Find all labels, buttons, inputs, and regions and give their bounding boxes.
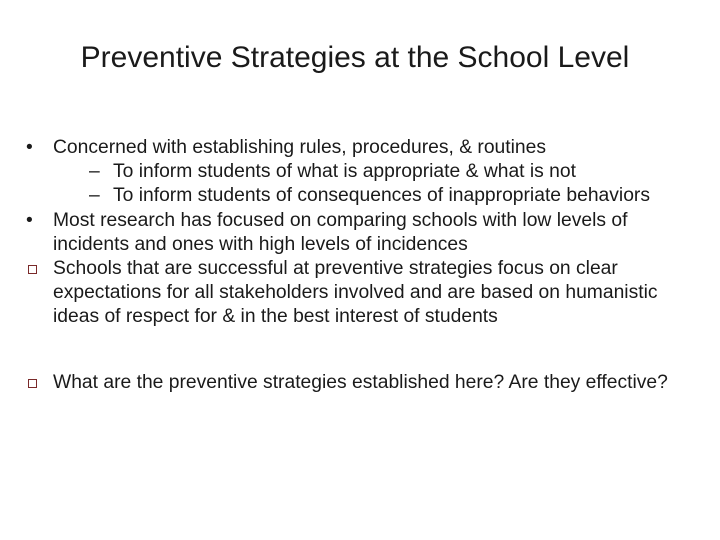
slide-title: Preventive Strategies at the School Level: [80, 41, 630, 74]
round-bullet-icon: •: [26, 209, 33, 231]
bullet-item-rules: [24, 136, 694, 160]
sub-bullet-text: To inform students of consequences of inappropriate behaviors: [113, 185, 650, 207]
bullet-text: Schools that are successful at preventive strategies focus on clear expectations for all stakeholders involved and are based on humanistic ideas of respect for & in the best interest of students: [53, 258, 658, 328]
dash-bullet-icon: –: [89, 185, 100, 207]
sub-bullet-text: To inform students of what is appropriate & what is not: [113, 161, 576, 183]
sub-bullet-item-appropriate: [24, 160, 694, 184]
round-bullet-icon: •: [26, 137, 33, 158]
bullet-text: What are the preventive strategies established here? Are they effective?: [53, 371, 668, 393]
square-outline-bullet-icon: [28, 379, 37, 388]
bullet-item-successful-schools: [24, 257, 694, 330]
dash-bullet-icon: –: [89, 161, 100, 183]
bullet-item-question: [24, 371, 694, 395]
sub-bullet-item-consequences: [24, 184, 694, 208]
bullet-text: Most research has focused on comparing schools with low levels of incidents and ones with high levels of incidences: [53, 209, 628, 255]
slide-content: [24, 136, 694, 395]
bullet-item-research: [24, 209, 694, 257]
bullet-text: Concerned with establishing rules, procedures, & routines: [53, 137, 547, 158]
square-outline-bullet-icon: [28, 265, 37, 274]
